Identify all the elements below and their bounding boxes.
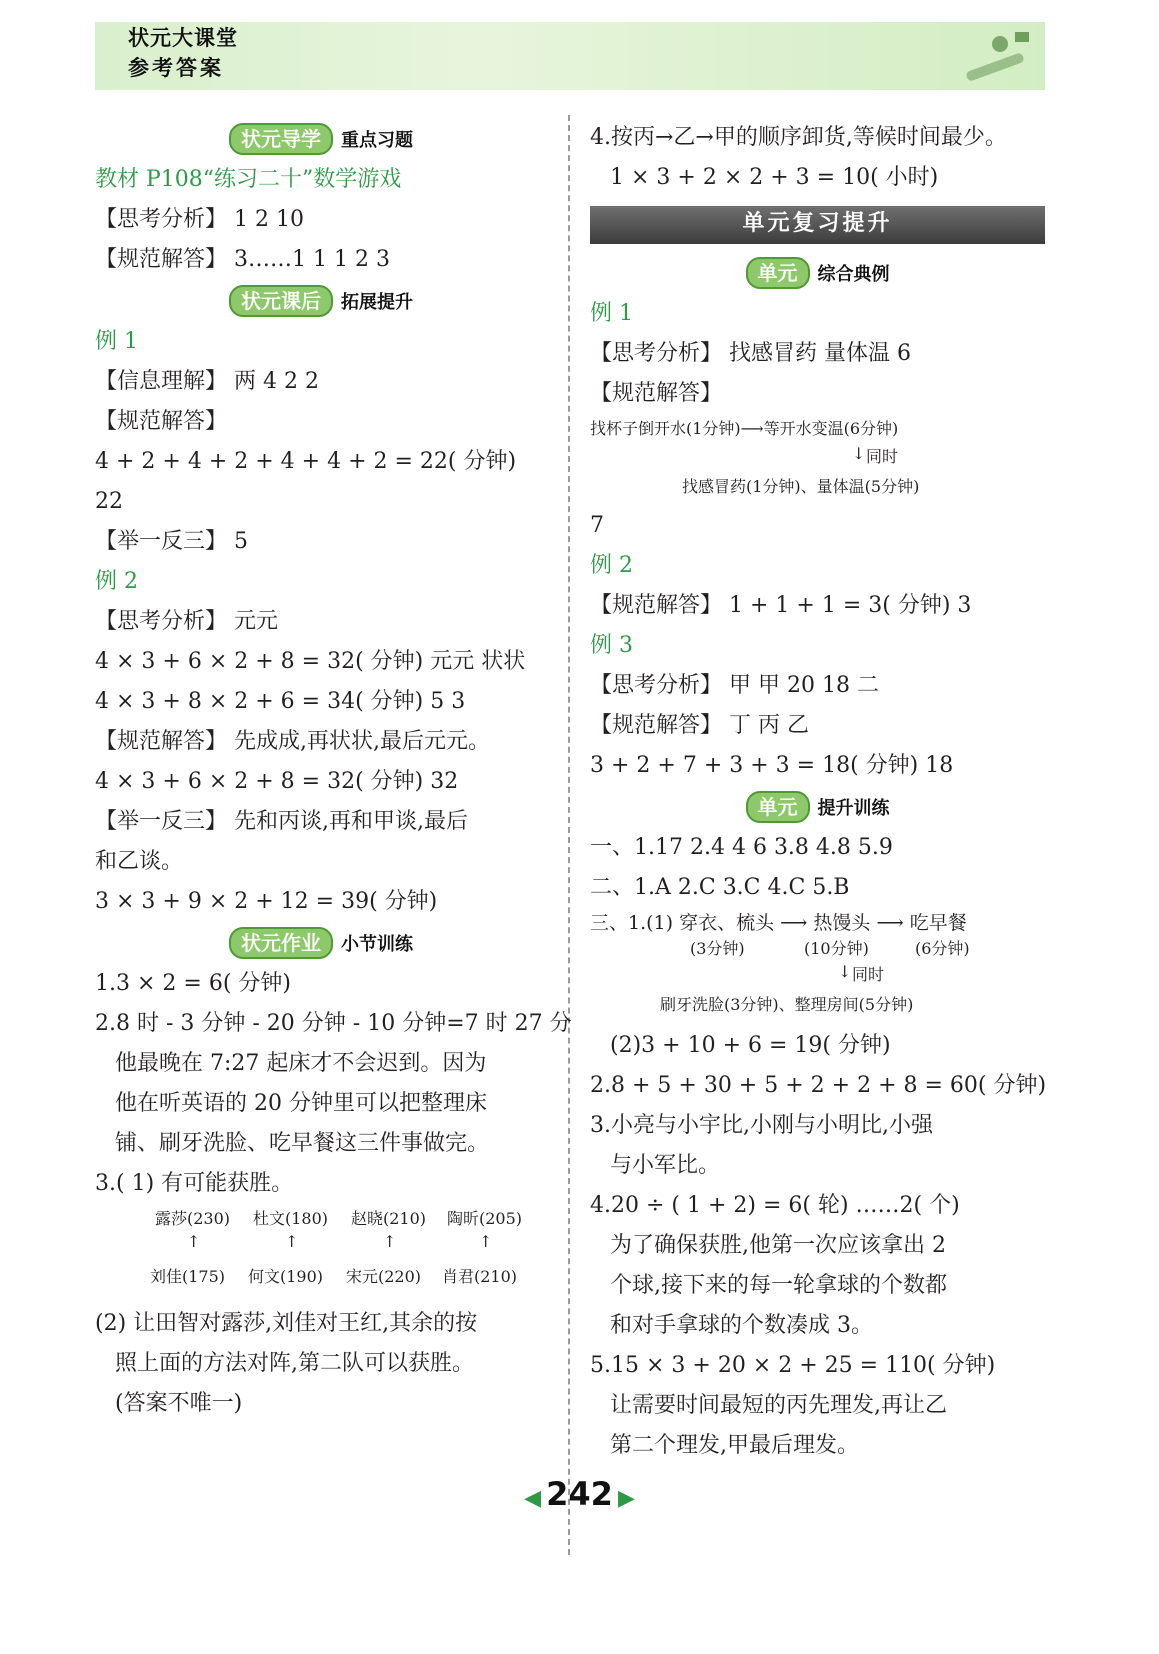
text-line: 第二个理发,甲最后理发。 xyxy=(610,1433,859,1458)
text-line: 【规范解答】 xyxy=(590,381,723,406)
text-line: (2) 让田智对露莎,刘佳对王红,其余的按 xyxy=(95,1311,478,1336)
banner-text: 拓展提升 xyxy=(341,292,413,313)
header-subtitle: 参考答案 xyxy=(128,56,224,80)
left-column xyxy=(95,118,572,1424)
text-line: 铺、刷牙洗脸、吃早餐这三件事做完。 xyxy=(115,1131,490,1156)
example-label: 例 1 xyxy=(590,301,633,326)
match-bottom: 刘佳(175) xyxy=(150,1267,226,1286)
text-line: 为了确保获胜,他第一次应该拿出 2 xyxy=(610,1233,946,1258)
text-line: 一、1.17 2.4 4 6 3.8 4.8 5.9 xyxy=(590,835,893,860)
example-label: 例 1 xyxy=(95,329,138,354)
right-column xyxy=(590,118,1045,1466)
text-line: 【规范解答】 丁 丙 乙 xyxy=(590,713,809,738)
match-top: 露莎(230) xyxy=(155,1209,231,1228)
match-top: 陶昕(205) xyxy=(447,1209,523,1228)
text-line: 【思考分析】 找感冒药 量体温 6 xyxy=(590,341,911,366)
text-line: 3 × 3 + 9 × 2 + 12 = 39( 分钟) xyxy=(95,889,438,914)
banner-text: 综合典例 xyxy=(817,264,890,285)
arrow-up-icon: ↑ xyxy=(479,1232,493,1251)
text-line: 1.3 × 2 = 6( 分钟) xyxy=(95,971,291,996)
banner-pill: 状元课后 xyxy=(229,285,333,317)
banner-text: 小节训练 xyxy=(341,934,413,955)
match-top: 赵晓(210) xyxy=(351,1209,427,1228)
banner-text: 重点习题 xyxy=(341,130,413,151)
text-line: 【规范解答】 1 + 1 + 1 = 3( 分钟) 3 xyxy=(590,593,972,618)
text-line: 和乙谈。 xyxy=(95,849,184,874)
text-line: 1 × 3 + 2 × 2 + 3 = 10( 小时) xyxy=(610,165,939,190)
text-line: 【信息理解】 两 4 2 2 xyxy=(95,369,319,394)
text-line: 3 + 2 + 7 + 3 + 3 = 18( 分钟) 18 xyxy=(590,753,954,778)
match-diagram xyxy=(95,1204,547,1304)
text-line: 4.按丙→乙→甲的顺序卸货,等候时间最少。 xyxy=(590,125,1007,150)
example-label: 例 2 xyxy=(95,569,138,594)
text-line: 3.小亮与小宇比,小刚与小明比,小强 xyxy=(590,1113,933,1138)
text-line: 【思考分析】 元元 xyxy=(95,609,278,634)
text-line: 4 × 3 + 6 × 2 + 8 = 32( 分钟) 32 xyxy=(95,769,459,794)
text-line: 【规范解答】 先成成,再状状,最后元元。 xyxy=(95,729,490,754)
column-divider xyxy=(568,115,570,1555)
text-line: 22 xyxy=(95,489,123,514)
flow-diagram-medicine xyxy=(590,414,1045,506)
banner-pill: 状元导学 xyxy=(229,123,333,155)
text-line: (答案不唯一) xyxy=(115,1391,243,1416)
decoration-icon xyxy=(945,22,1045,90)
example-label: 例 2 xyxy=(590,553,633,578)
text-line: 教材 P108“练习二十”数学游戏 xyxy=(95,167,402,192)
text-line: 4.20 ÷ ( 1 + 2) = 6( 轮) ……2( 个) xyxy=(590,1193,960,1218)
text-line: 照上面的方法对阵,第二队可以获胜。 xyxy=(115,1351,474,1376)
banner-unit-examples xyxy=(590,252,1045,294)
example-label: 例 3 xyxy=(590,633,633,658)
text-line: 二、1.A 2.C 3.C 4.C 5.B xyxy=(590,875,850,900)
text-line: 4 + 2 + 4 + 2 + 4 + 4 + 2 = 22( 分钟) xyxy=(95,449,517,474)
flow-mid: 同时 xyxy=(852,965,885,984)
text-line: 让需要时间最短的丙先理发,再让乙 xyxy=(610,1393,947,1418)
text-line: 他在听英语的 20 分钟里可以把整理床 xyxy=(115,1091,487,1116)
flow-top: 找杯子倒开水(1分钟)⟶等开水变温(6分钟) xyxy=(590,419,899,438)
flow-time: (10分钟) xyxy=(804,939,869,958)
text-line: 【举一反三】 5 xyxy=(95,529,248,554)
triangle-right-icon: ▶ xyxy=(617,1486,635,1511)
text-line: 个球,接下来的每一轮拿球的个数都 xyxy=(610,1273,947,1298)
text-line: 他最晚在 7:27 起床才不会迟到。因为 xyxy=(115,1051,487,1076)
banner-pill: 单元 xyxy=(746,791,810,823)
match-bottom: 何文(190) xyxy=(248,1267,324,1286)
text-line: 2.8 时 - 3 分钟 - 20 分钟 - 10 分钟=7 时 27 分 xyxy=(95,1011,572,1036)
banner-pill: 状元作业 xyxy=(229,927,333,959)
banner-guide xyxy=(95,118,547,160)
banner-text: 提升训练 xyxy=(817,798,890,819)
arrow-down-icon: ↓ xyxy=(852,444,866,463)
text-line: 5.15 × 3 + 20 × 2 + 25 = 110( 分钟) xyxy=(590,1353,996,1378)
flow-time: (6分钟) xyxy=(915,939,970,958)
match-bottom: 肖君(210) xyxy=(442,1267,518,1286)
text-line: 7 xyxy=(590,513,604,538)
text-line: 和对手拿球的个数凑成 3。 xyxy=(610,1313,873,1338)
arrow-down-icon: ↓ xyxy=(838,962,852,981)
match-top: 杜文(180) xyxy=(253,1209,329,1228)
arrow-up-icon: ↑ xyxy=(383,1232,397,1251)
text-line: 【思考分析】 甲 甲 20 18 二 xyxy=(590,673,879,698)
arrow-up-icon: ↑ xyxy=(187,1232,201,1251)
flow-step: 三、1.(1) 穿衣、梳头 ⟶ 热馒头 ⟶ 吃早餐 xyxy=(590,912,967,934)
arrow-up-icon: ↑ xyxy=(285,1232,299,1251)
text-line: 【举一反三】 先和丙谈,再和甲谈,最后 xyxy=(95,809,468,834)
section-title: 单元复习提升 xyxy=(590,206,1045,244)
banner-homework xyxy=(95,922,547,964)
banner-unit-training xyxy=(590,786,1045,828)
text-line: 【规范解答】 xyxy=(95,409,228,434)
text-line: 4 × 3 + 6 × 2 + 8 = 32( 分钟) 元元 状状 xyxy=(95,649,526,674)
flow-time: (3分钟) xyxy=(690,939,745,958)
text-line: 【规范解答】 3……1 1 1 2 3 xyxy=(95,247,390,272)
banner-after-class xyxy=(95,280,547,322)
text-line: 【思考分析】 1 2 10 xyxy=(95,207,304,232)
text-line: 4 × 3 + 8 × 2 + 6 = 34( 分钟) 5 3 xyxy=(95,689,466,714)
flow-mid: 同时 xyxy=(866,447,899,466)
match-bottom: 宋元(220) xyxy=(346,1267,422,1286)
banner-pill: 单元 xyxy=(746,257,810,289)
flow-diagram-morning xyxy=(590,908,1045,1026)
text-line: 与小军比。 xyxy=(610,1153,721,1178)
text-line: (2)3 + 10 + 6 = 19( 分钟) xyxy=(610,1033,891,1058)
triangle-left-icon: ◀ xyxy=(524,1486,541,1511)
text-line: 2.8 + 5 + 30 + 5 + 2 + 2 + 8 = 60( 分钟) xyxy=(590,1073,1047,1098)
page-number: 242 xyxy=(546,1475,613,1513)
header-title: 状元大课堂 xyxy=(128,26,238,50)
flow-bottom: 找感冒药(1分钟)、量体温(5分钟) xyxy=(682,477,920,496)
text-line: 3.( 1) 有可能获胜。 xyxy=(95,1171,294,1196)
page-footer xyxy=(0,1475,1159,1513)
flow-bottom: 刷牙洗脸(3分钟)、整理房间(5分钟) xyxy=(660,995,914,1014)
